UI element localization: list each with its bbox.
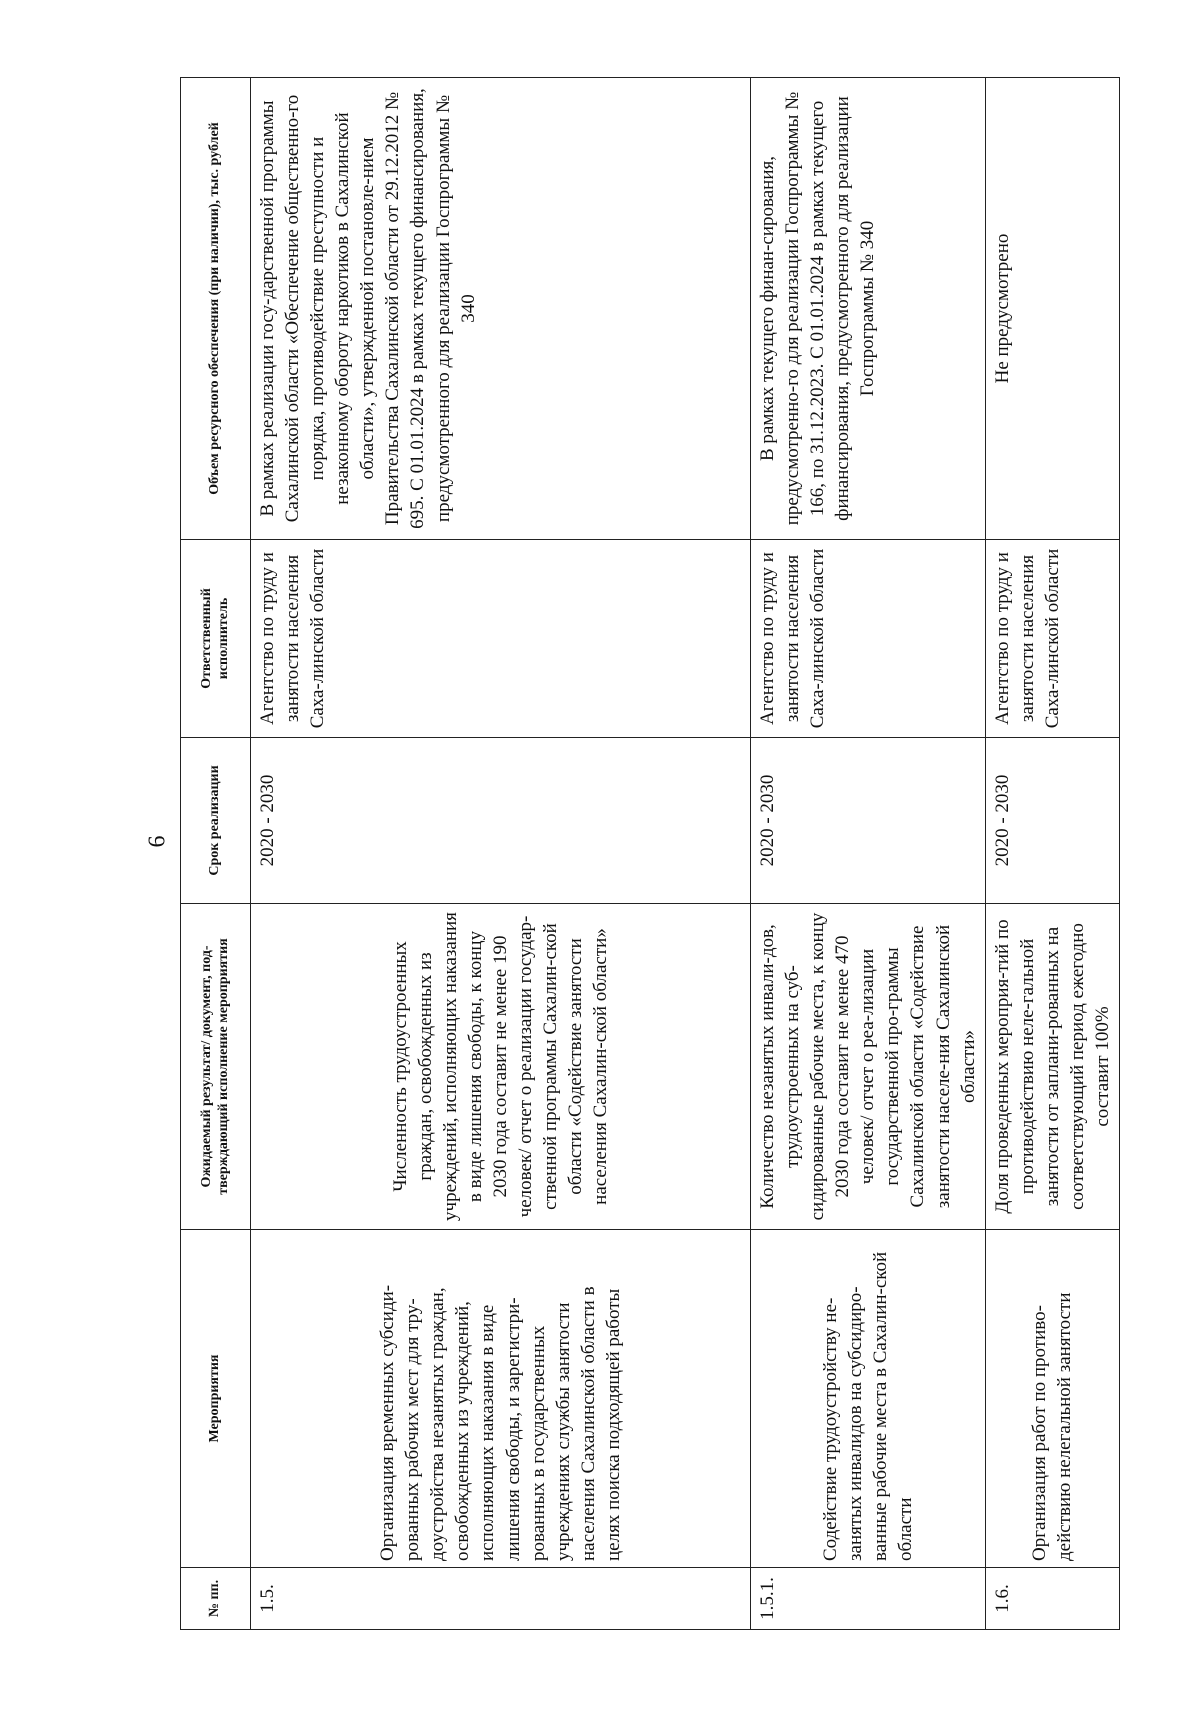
row-funding: Не предусмотрено (985, 78, 1119, 540)
row-result: Доля проведенных мероприя-тий по противодействию неле-гальной занятости от заплани-рованных на соответствующий период ежегодно составит 100% (985, 904, 1119, 1230)
row-executor: Агентство по труду и занятости населения Саха-линской области (751, 540, 986, 738)
row-period: 2020 - 2030 (251, 738, 751, 904)
row-executor: Агентство по труду и занятости населения Саха-линской области (251, 540, 751, 738)
row-executor: Агентство по труду и занятости населения Саха-линской области (985, 540, 1119, 738)
row-num: 1.6. (985, 1568, 1119, 1630)
header-num: № пп. (181, 1568, 251, 1630)
header-executor: Ответственный исполнитель (181, 540, 251, 738)
row-num: 1.5.1. (751, 1568, 986, 1630)
row-num: 1.5. (251, 1568, 751, 1630)
header-result: Ожидаемый результат/ документ, под-тверждающий исполнение мероприятия (181, 904, 251, 1230)
row-period: 2020 - 2030 (985, 738, 1119, 904)
measures-table (180, 77, 1120, 1630)
row-event: Организация временных субсиди-рованных рабочих мест для тру-доустройства незанятых граждан, освобожденных из учреждений, исполняющих наказания в виде лишения свободы, и зарегистри-рованных в государственных учреждениях службы занятости населения Сахалинской области в целях поиска подходящей работы (251, 1230, 751, 1568)
page-number: 6 (144, 835, 171, 848)
row-event: Организация работ по противо-действию нелегальной занятости (985, 1230, 1119, 1568)
row-result: Количество незанятых инвали-дов, трудоустроенных на суб-сидированные рабочие места, к концу 2030 года составит не менее 470 человек/ отчет о реа-лизации государственной про-граммы Сахалинской области «Содействие занятости населе-ния Сахалинской области» (751, 904, 986, 1230)
row-funding: В рамках реализации госу-дарственной программы Сахалинской области «Обеспечение общественно-го порядка, противодействие преступности и незаконному обороту наркотиков в Сахалинской области», утвержденной постановле-нием Правительства Сахалинской области от 29.12.2012 № 695. С 01.01.2024 в рамках текущего финансирования, предусмотренного для реализации Госпрограммы № 340 (251, 78, 751, 540)
header-event: Мероприятия (181, 1230, 251, 1568)
row-result: Численность трудоустроенных граждан, освобожденных из учреждений, исполняющих наказания в виде лишения свободы, к концу 2030 года составит не менее 190 человек/ отчет о реализации государ-ственной программы Сахалин-ской области «Содействие занятости населения Сахалин-ской области» (251, 904, 751, 1230)
table-header-row (181, 78, 251, 1630)
table-row (251, 78, 751, 1630)
row-event: Содействие трудоустройству не-занятых инвалидов на субсидиро-ванные рабочие места в Сахалин-ской области (751, 1230, 986, 1568)
rotated-table-container (180, 78, 1114, 1630)
row-period: 2020 - 2030 (751, 738, 986, 904)
row-funding: В рамках текущего финан-сирования, предусмотренно-го для реализации Госпрограммы № 166, по 31.12.2023. С 01.01.2024 в рамках текущего финансирования, предусмотренного для реализации Госпрограммы № 340 (751, 78, 986, 540)
header-period: Срок реализации (181, 738, 251, 904)
table-row (985, 78, 1119, 1630)
table-row (751, 78, 986, 1630)
header-funding: Объем ресурсного обеспечения (при наличии), тыс. рублей (181, 78, 251, 540)
